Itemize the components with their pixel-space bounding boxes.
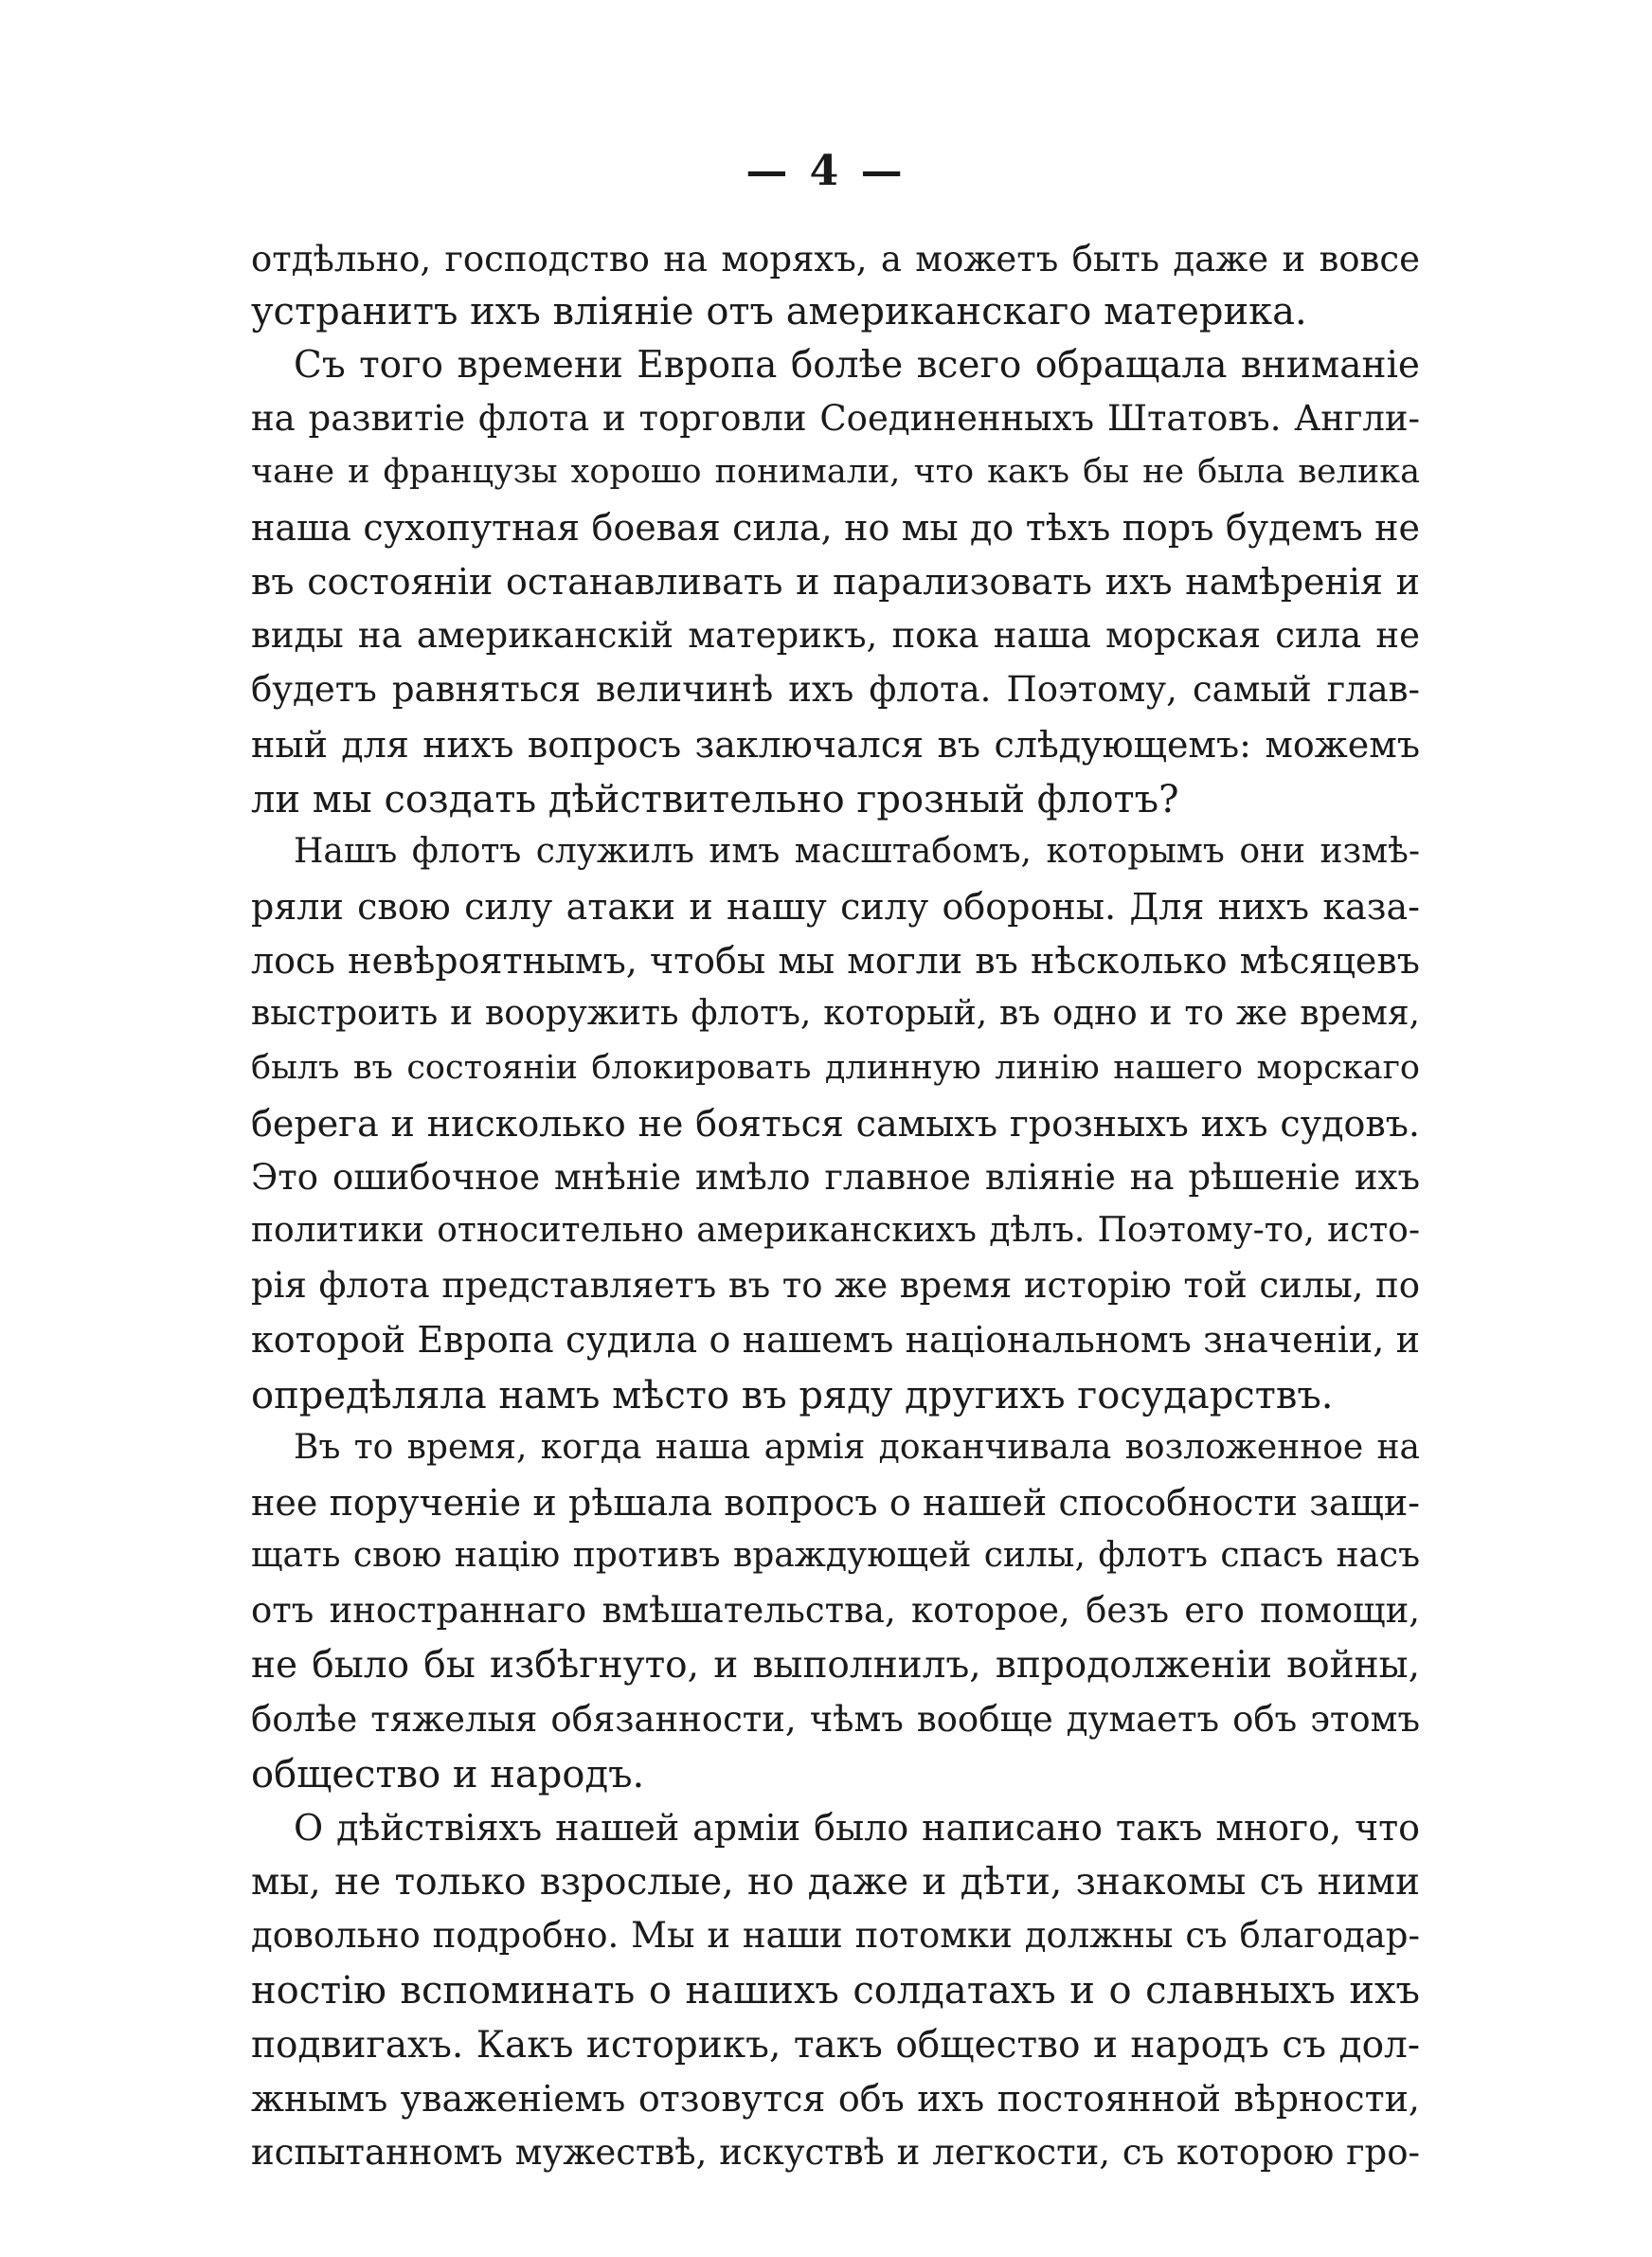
text-line: щать свою націю противъ враждующей силы, флотъ спасъ насъ bbox=[251, 1536, 1420, 1575]
text-line: нее порученіе и рѣшала вопросъ о нашей способности защи- bbox=[251, 1482, 1420, 1524]
text-line: общество и народъ. bbox=[251, 1753, 645, 1797]
text-line: устранитъ ихъ вліяніе отъ американскаго материка. bbox=[251, 290, 1307, 334]
text-line: виды на американскій материкъ, пока наша морская сила не bbox=[251, 615, 1420, 656]
text-line: ли мы создать дѣйствительно грозный флотъ? bbox=[251, 778, 1179, 822]
text-line: ный для нихъ вопросъ заключался въ слѣдующемъ: можемъ bbox=[251, 724, 1420, 766]
text-line: подвигахъ. Какъ историкъ, такъ общество и народъ съ дол- bbox=[251, 2024, 1420, 2067]
text-line: былъ въ состояніи блокировать длинную линію нашего морскаго bbox=[251, 1049, 1420, 1087]
text-line: О дѣйствіяхъ нашей арміи было написано такъ много, что bbox=[294, 1807, 1420, 1849]
text-line: ностію вспоминать о нашихъ солдатахъ и о славныхъ ихъ bbox=[251, 1969, 1420, 2013]
text-line: жнымъ уваженіемъ отзовутся объ ихъ постоянной вѣрности, bbox=[251, 2078, 1420, 2120]
text-line: лось невѣроятнымъ, чтобы мы могли въ нѣсколько мѣсяцевъ bbox=[251, 940, 1420, 982]
text-line: политики относительно американскихъ дѣлъ. Поэтому-то, исто- bbox=[251, 1211, 1420, 1250]
page-number: — 4 — bbox=[745, 147, 907, 195]
text-line: рія флота представляетъ въ то же время исторію той силы, по bbox=[251, 1265, 1420, 1306]
text-line: Нашъ флотъ служилъ имъ масштабомъ, которымъ они измѣ- bbox=[294, 832, 1420, 871]
text-line: Съ того времени Европа болѣе всего обращала вниманіе bbox=[294, 344, 1420, 387]
text-line: наша сухопутная боевая сила, но мы до тѣхъ поръ будемъ не bbox=[251, 507, 1420, 549]
text-line: не было бы избѣгнуто, и выполнилъ, впродолженіи войны, bbox=[251, 1644, 1420, 1687]
text-line: отъ иностраннаго вмѣшательства, которое, безъ его помощи, bbox=[251, 1590, 1420, 1631]
text-line: мы, не только взрослые, но даже и дѣти, знакомы съ ними bbox=[251, 1861, 1420, 1904]
text-line: берега и нисколько не бояться самыхъ грозныхъ ихъ судовъ. bbox=[251, 1103, 1420, 1145]
text-line: Это ошибочное мнѣніе имѣло главное вліяніе на рѣшеніе ихъ bbox=[251, 1157, 1420, 1198]
text-line: довольно подробно. Мы и наши потомки должны съ благодар- bbox=[251, 1915, 1420, 1956]
text-line: которой Европа судила о нашемъ національномъ значеніи, и bbox=[251, 1319, 1420, 1361]
text-line: отдѣльно, господство на моряхъ, а можетъ быть даже и вовсе bbox=[251, 239, 1420, 280]
text-line: будетъ равняться величинѣ ихъ флота. Поэтому, самый глав- bbox=[251, 669, 1420, 710]
text-line: выстроить и вооружить флотъ, который, въ одно и то же время, bbox=[251, 994, 1420, 1033]
text-line: на развитіе флота и торговли Соединенныхъ Штатовъ. Англи- bbox=[251, 398, 1420, 439]
text-line: въ состояніи останавливать и парализовать ихъ намѣренія и bbox=[251, 561, 1420, 603]
text-line: ряли свою силу атаки и нашу силу обороны. Для нихъ каза- bbox=[251, 886, 1420, 928]
text-line: Въ то время, когда наша армія доканчивала возложенное на bbox=[294, 1428, 1420, 1467]
text-line: чане и французы хорошо понимали, что какъ бы не была велика bbox=[251, 453, 1420, 491]
text-line: испытанномъ мужествѣ, искуствѣ и легкости, съ которою гро- bbox=[251, 2132, 1420, 2173]
text-line: опредѣляла намъ мѣсто въ ряду другихъ государствъ. bbox=[251, 1374, 1334, 1417]
text-line: болѣе тяжелыя обязанности, чѣмъ вообще думаетъ объ этомъ bbox=[251, 1699, 1420, 1740]
